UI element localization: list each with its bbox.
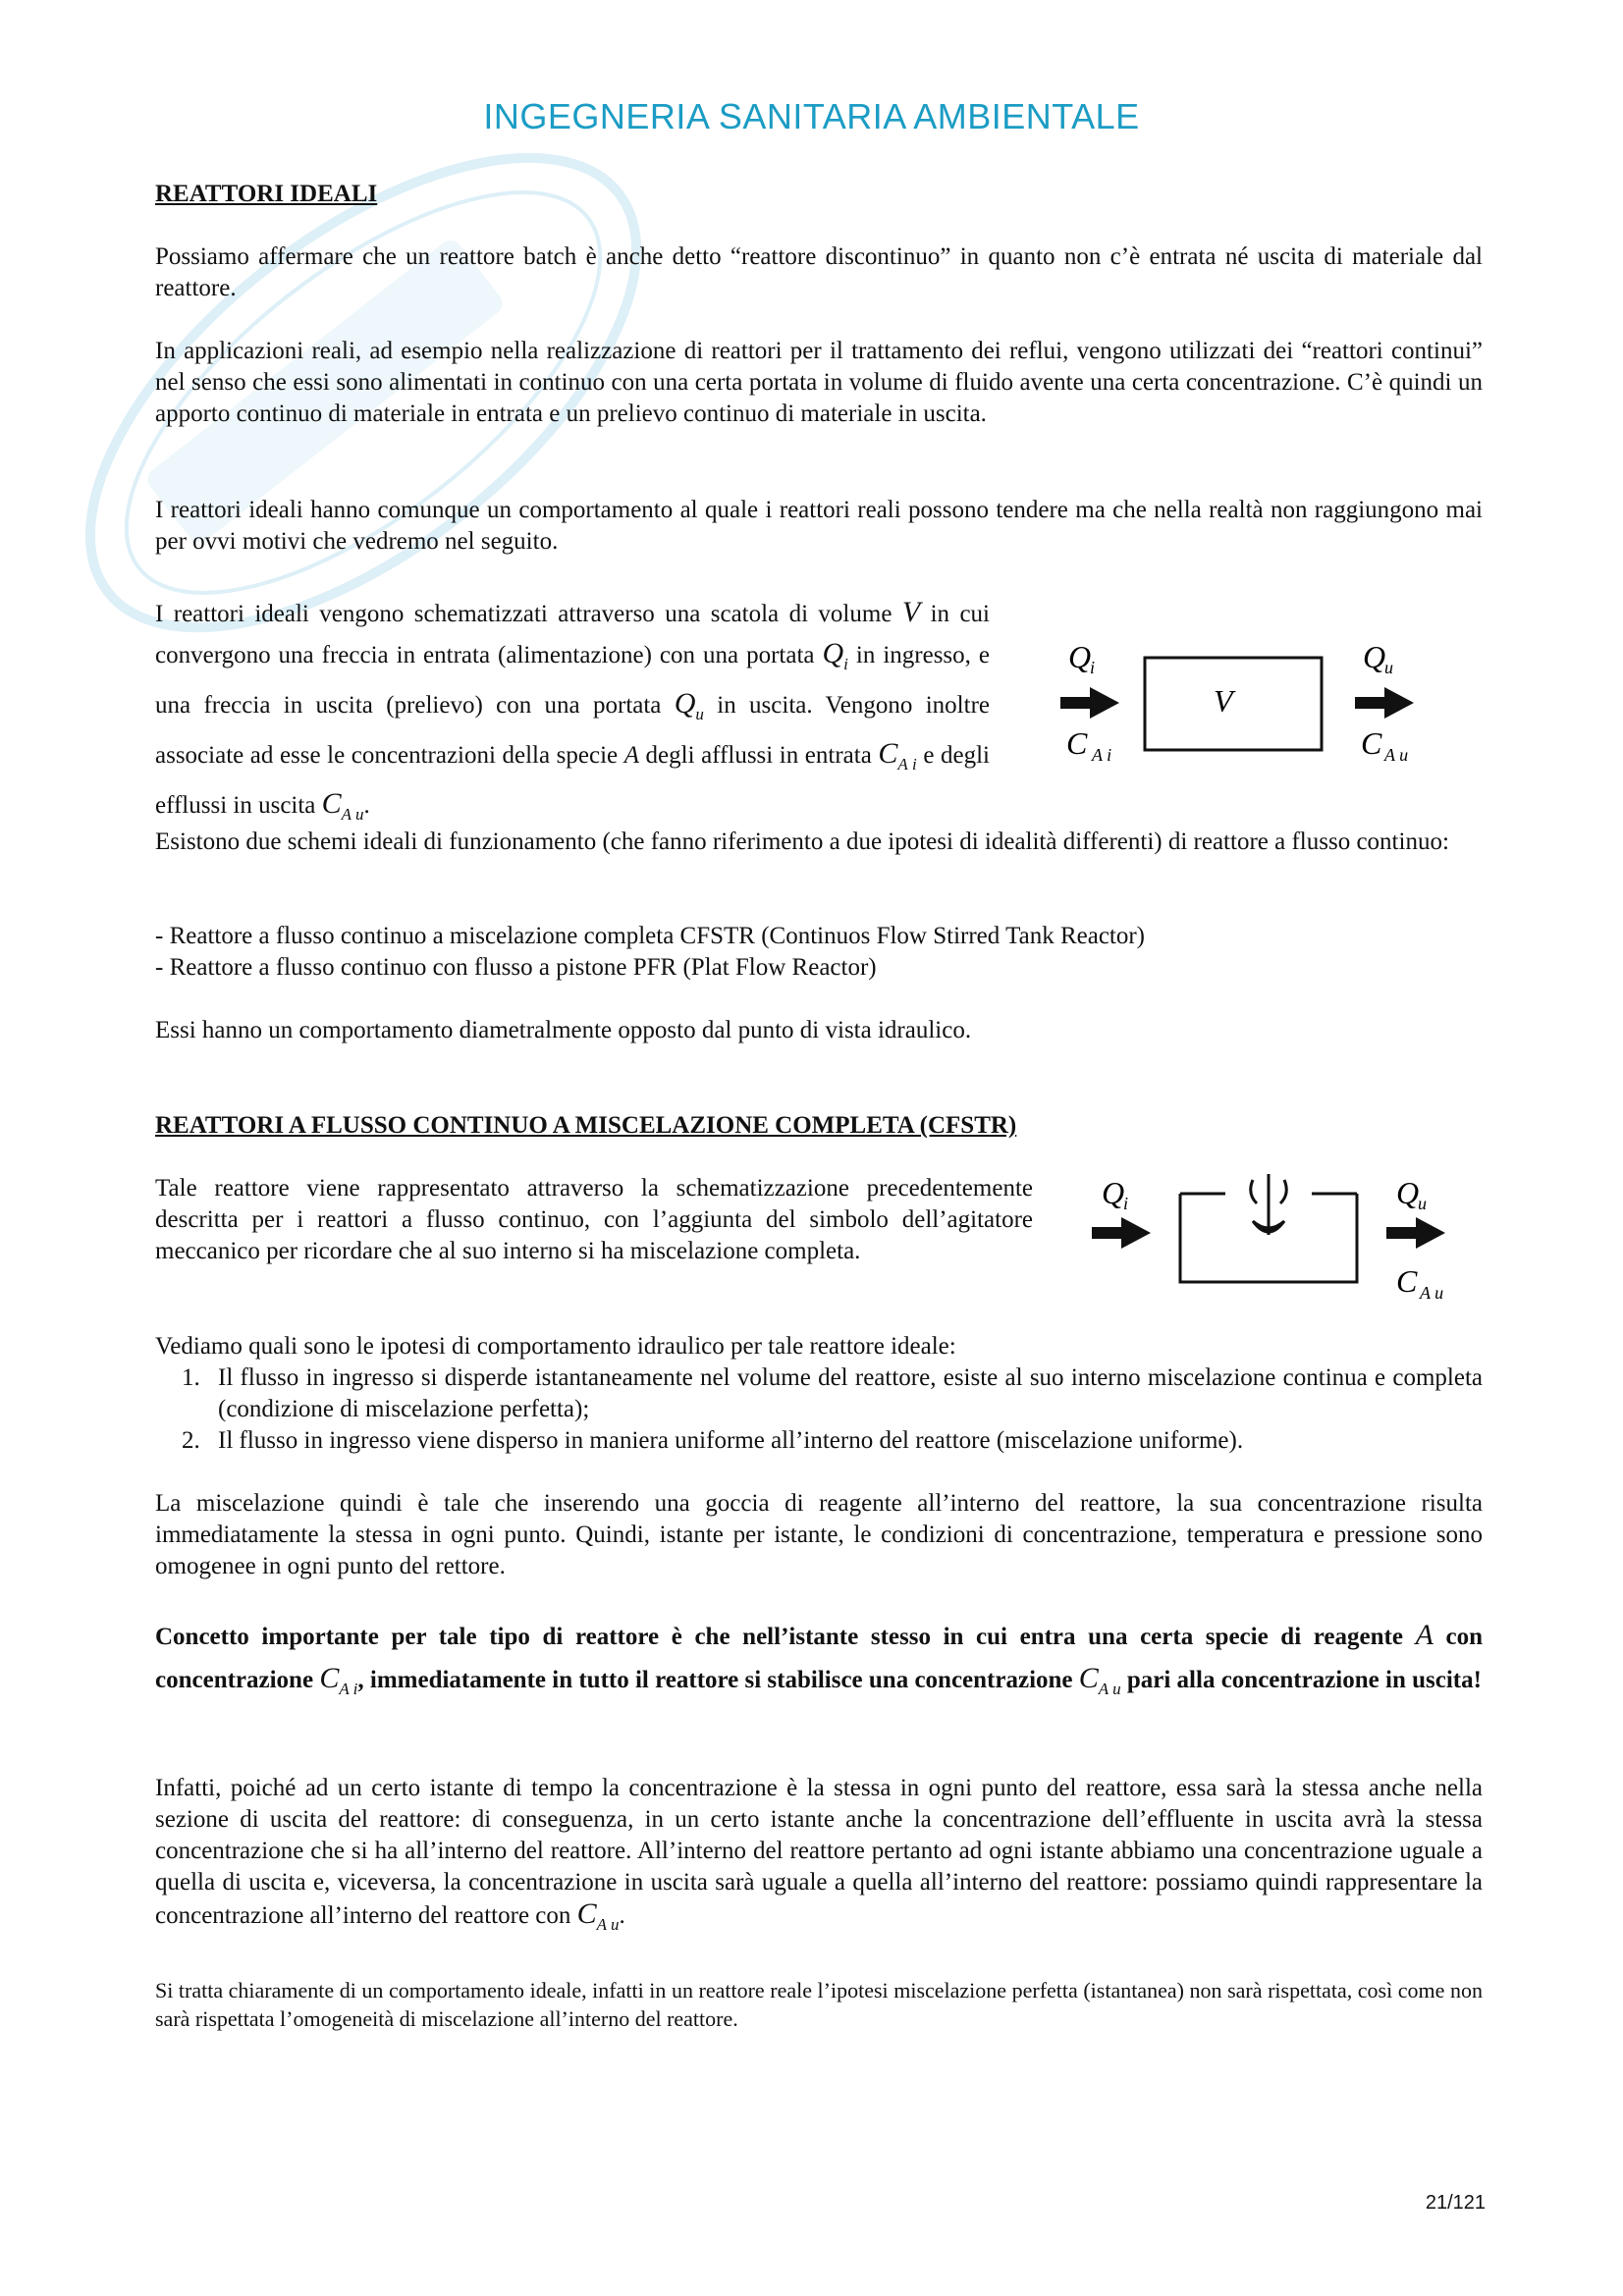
paragraph-schema — [155, 593, 990, 834]
list-item: 2. Il flusso in ingresso viene disperso in maniera uniforme all’interno del reattore (miscelazione uniforme). — [206, 1425, 1483, 1457]
key-concept — [155, 1615, 1483, 1710]
list-item: - Reattore a flusso continuo a miscelazione completa CFSTR (Continuos Flow Stirred Tank Reactor) — [155, 923, 1146, 949]
reactor-list — [155, 921, 1483, 984]
paragraph: In applicazioni reali, ad esempio nella realizzazione di reattori per il trattamento dei reflui, vengono utilizzati dei “reattori continui” nel senso che essi sono alimentati in continuo con una certa portata in volume di fluido avente una certa concentrazione. C’è quindi un apporto continuo di materiale in entrata e un prelievo continuo di materiale in uscita. — [155, 338, 1483, 427]
paragraph-cfstr-intro — [155, 1173, 1033, 1267]
paragraph-ideal — [155, 495, 1483, 558]
outflow-arrow-icon — [1355, 687, 1414, 719]
paragraph: Concetto importante per tale tipo di reattore è che nell’istante stesso in cui entra una certa specie di reagente A con concentrazione $C_{A i}$, immediatamente in tutto il reattore si stabilisce una concentrazione $C_{A u}$ pari alla concentrazione in uscita! — [155, 1619, 1484, 1698]
paragraph: I reattori ideali vengono schematizzati attraverso una scatola di volume V in cui convergono una freccia in entrata (alimentazione) con una portata $Q_i$ in ingresso, e una freccia in uscita (prelievo) con una portata $Q_u$ in uscita. Vengono inoltre associate ad esse le concentrazioni della specie A degli afflussi in entrata $C_{A i}$ e degli efflussi in uscita $C_{A u}$. — [155, 596, 990, 824]
c-out-sub: A u — [1384, 745, 1409, 765]
inflow-arrow-icon — [1060, 687, 1119, 719]
paragraph: La miscelazione quindi è tale che inserendo una goccia di reagente all’interno del reattore, la sua concentrazione risulta immediatamente la stessa in ogni punto. Quindi, istante per istante, le condizioni di concentrazione, temperatura e pressione sono omogenee in ogni punto del rettore. — [155, 1490, 1483, 1579]
q-in-label: Q — [1102, 1175, 1125, 1210]
paragraph-continuous — [155, 336, 1483, 430]
paragraph-batch — [155, 241, 1483, 304]
reactor-diagram — [1060, 628, 1434, 780]
c-out-label: C — [1361, 725, 1382, 761]
paragraph: Tale reattore viene rappresentato attraverso la schematizzazione precedentemente descritta per i reattori a flusso continuo, con l’aggiunta del simbolo dell’agitatore meccanico per ricordare che al suo interno si ha miscelazione completa. — [155, 1175, 1033, 1264]
q-out-label: Q — [1396, 1175, 1420, 1210]
q-in-sub: i — [1123, 1194, 1129, 1213]
agitator-icon — [1251, 1174, 1287, 1235]
hypotheses-block — [155, 1331, 1483, 1457]
paragraph: Si tratta chiaramente di un comportamento ideale, infatti in un reattore reale l’ipotesi miscelazione perfetta (istantanea) non sarà rispettata, così come non sarà rispettata l’omogeneità di miscelazione all’interno del reattore. — [155, 1978, 1483, 2031]
c-in-sub: A i — [1092, 745, 1112, 765]
paragraph-mixing — [155, 1488, 1483, 1582]
c-out-label: C — [1396, 1263, 1418, 1299]
page-header-title: INGEGNERIA SANITARIA AMBIENTALE — [483, 96, 1140, 136]
paragraph: Vediamo quali sono le ipotesi di comportamento idraulico per tale reattore ideale: — [155, 1333, 956, 1360]
q-in-sub: i — [1090, 658, 1096, 677]
section-cfstr — [155, 1110, 1483, 1142]
page-number: 21/121 — [1425, 2192, 1486, 2214]
paragraph-note — [155, 1976, 1483, 2033]
paragraph: Infatti, poiché ad un certo istante di tempo la concentrazione è la stessa in ogni punto del reattore, essa sarà la stessa anche nella sezione di uscita del reattore: di conseguenza, in un certo istante anche la concentrazione dell’effluente in uscita avrà la stessa concentrazione che si ha all’interno del reattore. All’interno del reattore pertanto ad ogni istante abbiamo una concentrazione uguale a quella di uscita e, viceversa, la concentrazione in uscita sarà uguale a quella all’interno del reattore: possiamo quindi rappresentare la concentrazione all’interno del reattore con $C_{A u}$. — [155, 1775, 1483, 1934]
section-heading: REATTORI A FLUSSO CONTINUO A MISCELAZIONE COMPLETA (CFSTR) — [155, 1112, 1017, 1139]
section-reattori-ideali — [155, 179, 1483, 210]
reactor-box — [1145, 658, 1322, 750]
paragraph: I reattori ideali hanno comunque un comportamento al quale i reattori reali possono tendere ma che nella realtà non raggiungono mai per ovvi motivi che vedremo nel seguito. — [155, 497, 1483, 555]
section-heading: REATTORI IDEALI — [155, 181, 378, 207]
paragraph-schemes — [155, 827, 1483, 858]
list-item: - Reattore a flusso continuo con flusso a pistone PFR (Plat Flow Reactor) — [155, 954, 877, 981]
paragraph-opposite — [155, 1015, 1483, 1046]
paragraph: Esistono due schemi ideali di funzionamento (che fanno riferimento a due ipotesi di idealità differenti) di reattore a flusso continuo: — [155, 828, 1449, 855]
outflow-arrow-icon — [1386, 1217, 1445, 1249]
cfstr-diagram — [1092, 1166, 1465, 1318]
c-out-sub: A u — [1420, 1283, 1444, 1303]
c-in-label: C — [1066, 725, 1088, 761]
q-out-label: Q — [1363, 639, 1386, 674]
volume-label: V — [1214, 683, 1233, 719]
list-item: 1. Il flusso in ingresso si disperde istantaneamente nel volume del reattore, esiste al suo interno miscelazione continua e completa (condizione di miscelazione perfetta); — [206, 1362, 1483, 1425]
inflow-arrow-icon — [1092, 1217, 1151, 1249]
q-out-sub: u — [1418, 1194, 1427, 1213]
paragraph: Possiamo affermare che un reattore batch è anche detto “reattore discontinuo” in quanto non c’è entrata né uscita di materiale dal reattore. — [155, 243, 1483, 301]
paragraph-explanation — [155, 1773, 1483, 1941]
hypotheses-list — [155, 1362, 1483, 1457]
q-in-label: Q — [1068, 639, 1092, 674]
q-out-sub: u — [1384, 658, 1393, 677]
paragraph: Essi hanno un comportamento diametralmente opposto dal punto di vista idraulico. — [155, 1017, 972, 1043]
